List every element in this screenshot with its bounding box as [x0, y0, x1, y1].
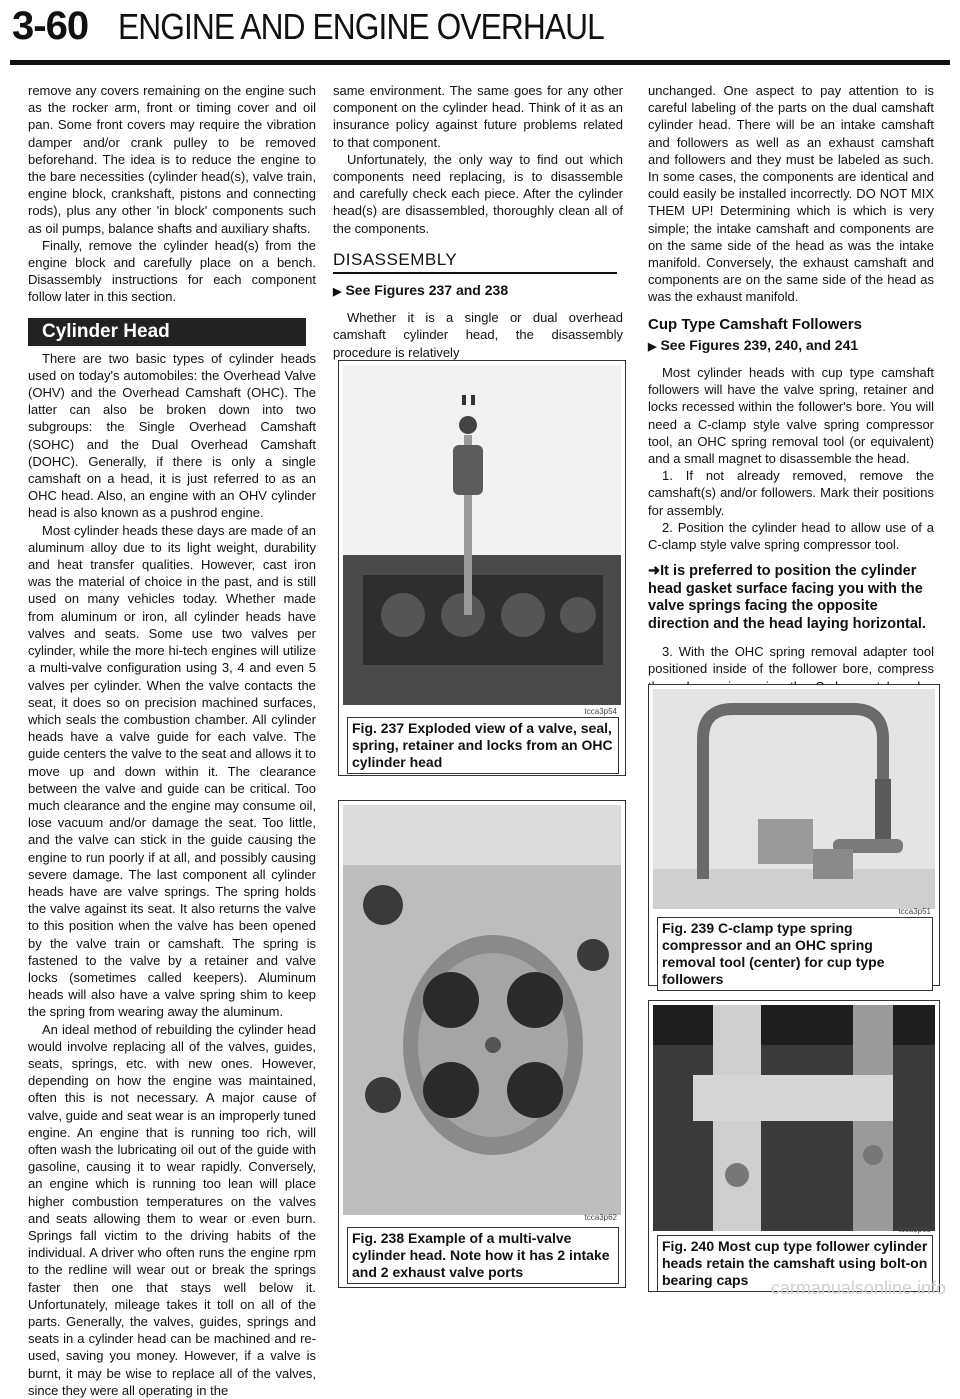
spring-compressor-photo [653, 689, 935, 909]
paragraph: Most cylinder heads with cup type camshaft followers will have the valve spring, retainer and locks recessed within the follower's bore. You will need a C-clamp style valve spring compressor tool, an OHC spring removal tool (or equivalent) and a small magnet to disassemble the head. [648, 365, 934, 467]
header-rule [10, 60, 950, 65]
figure-code: tcca3p54 [584, 707, 617, 716]
figure-code: tcca3p63 [898, 1225, 931, 1234]
paragraph: unchanged. One aspect to pay attention to is careful labeling of the parts on the dual camshaft cylinder head. There will be an intake camshaft and followers as well as an exhaust camshaft and followers and they must be labeled as such. In some cases, the components are identical and could easily be installed incorrectly. DO NOT MIX THEM UP! Determining which is which is very simple; the intake camshaft and components are on the same side of the head as was the intake manifold. Conversely, the exhaust camshaft and components are on the same side of the head as was the exhaust manifold. [648, 83, 934, 305]
figure-238 [338, 800, 626, 1288]
bearing-caps-photo [653, 1005, 935, 1231]
subheading-cup-type: Cup Type Camshaft Followers [648, 315, 862, 333]
see-figures-ref [333, 282, 623, 301]
paragraph: Unfortunately, the only way to find out which components need replacing, is to disassemble and carefully check each piece. After the cylinder head(s) are disassembled, thoroughly clean all of the components. [333, 151, 623, 236]
figure-240 [648, 1000, 940, 1292]
figure-caption: Fig. 240 Most cup type follower cylinder heads retain the camshaft using bolt-on bearing caps [657, 1235, 933, 1292]
paragraph: There are two basic types of cylinder heads used on today's automobiles: the Overhead Valve (OHV) and the Overhead Camshaft (OHC). The latter can also be broken down into two subgroups: the Single Overhead Camshaft (SOHC) and the Dual Overhead Camshaft (DOHC). Generally, if there is only a single camshaft on a head, it is just referred to as an OHC head. Also, an engine with an OHV cylinder head is also known as a pushrod engine. [28, 350, 316, 521]
paragraph: Most cylinder heads these days are made of an aluminum alloy due to its light weight, durability and heat transfer qualities. However, cast iron was the material of choice in the past, and is still used on many vehicles today. Whether made from aluminum or iron, all cylinder heads have valves and seats. Some use two valves per cylinder, while the more hi-tech engines will utilize a multi-valve configuration using 3, 4 and even 5 valves per cylinder. When the valve contacts the seat, it does so on precision machined surfaces, which seals the combustion chamber. All cylinder heads have a valve guide for each valve. The guide centers the valve to the seat and allows it to move up and down within it. The clearance between the valve and guide can be critical. Too much clearance and the engine may consume oil, lose vacuum and/or damage the seat. Too little, and the valve can stick in the guide causing the engine to run poorly if at all, and possibly causing severe damage. The last component all cylinder heads have are valve springs. The spring holds the valve against its seat. It also returns the valve to this position when the valve has been opened by the valve train or camshaft. The spring is fastened to the valve by a retainer and valve locks (sometimes called keepers). Aluminum heads will also have a valve spring shim to keep the spring from wearing away the aluminum. [28, 522, 316, 1020]
arrow-icon: ▶ [333, 286, 342, 299]
figure-caption: Fig. 238 Example of a multi-valve cylinder head. Note how it has 2 intake and 2 exhaust valve ports [347, 1227, 619, 1284]
note-arrow-icon: ➜ [648, 563, 661, 580]
page-title: ENGINE AND ENGINE OVERHAUL [118, 6, 604, 47]
step-2: 2. Position the cylinder head to allow use of a C-clamp style valve spring compressor tool. [648, 519, 934, 553]
figure-code: tcca3p51 [898, 907, 931, 916]
section-heading-disassembly: DISASSEMBLY [333, 249, 458, 269]
valve-assembly-photo [343, 365, 621, 705]
figure-239 [648, 684, 940, 986]
see-figures-text: See Figures 237 and 238 [345, 282, 509, 299]
paragraph: remove any covers remaining on the engine such as the rocker arm, front or timing cover and oil pan. Some front covers may require the vibration damper and/or crank pulley to be removed beforehand. The idea is to reduce the engine to the bare necessities (cylinder head(s), valve train, engine block, crankshaft, pistons and connecting rods), plus any other 'in block' components such as oil pumps, balance shafts and auxiliary shafts. [28, 83, 316, 236]
note-text: It is preferred to position the cylinder head gasket surface facing you with the valve springs facing the opposite direction and the head laying horizontal. [648, 563, 926, 632]
see-figures-ref [648, 337, 934, 356]
paragraph: same environment. The same goes for any other component on the cylinder head. Think of it as an insurance policy against future problems related to that component. [333, 83, 623, 150]
note [648, 563, 934, 633]
text-column-3 [648, 82, 934, 712]
spring-compressor-illustration [653, 689, 935, 909]
multi-valve-head-illustration [343, 805, 621, 1215]
multi-valve-head-photo [343, 805, 621, 1215]
figure-caption: Fig. 237 Exploded view of a valve, seal, spring, retainer and locks from an OHC cylinder head [347, 717, 619, 774]
text-column-2 [333, 82, 623, 361]
figure-caption: Fig. 239 C-clamp type spring compressor and an OHC spring removal tool (center) for cup type followers [657, 917, 933, 991]
page-header [10, 4, 950, 52]
page-number: 3-60 [12, 4, 89, 48]
section-rule [333, 272, 617, 274]
section-banner-cylinder-head: Cylinder Head [28, 318, 306, 346]
paragraph: An ideal method of rebuilding the cylinder head would involve replacing all of the valves, guides, seats, springs, etc. with new ones. However, depending on how the engine was maintained, often this is not necessary. A major cause of valve, guide and seat wear is an improperly tuned engine. An engine that is running too rich, will often wash the lubricating oil out of the guide with gasoline, causing it to wear rapidly. Conversely, an engine which is running too lean will place higher combustion temperatures on the valves and seats allowing them to wear or even burn. Springs fall victim to the driving habits of the individual. A driver who often runs the engine rpm to the redline will wear out or break the springs faster then one that stays well below it. Unfortunately, mileage takes it toll on all of the parts. Generally, the valves, guides, springs and seats in a cylinder head can be machined and re-used, saving you money. However, if a valve is burnt, it may be wise to replace all of the valves, since they were all operating in the [28, 1021, 316, 1398]
text-column-1 [28, 82, 316, 1399]
step-3: 3. With the OHC spring removal adapter tool positioned inside of the follower bore, compress [648, 644, 934, 677]
watermark: carmanualsonline.info [770, 1278, 946, 1298]
step-1: 1. If not already removed, remove the camshaft(s) and/or followers. Mark their positions for assembly. [648, 468, 934, 518]
paragraph: Finally, remove the cylinder head(s) from the engine block and carefully place on a bench. Disassembly instructions for each component follow later in this section. [28, 237, 316, 305]
arrow-icon: ▶ [648, 340, 657, 353]
bearing-caps-illustration [653, 1005, 935, 1231]
figure-237 [338, 360, 626, 776]
figure-code: tcca3p62 [584, 1213, 617, 1222]
see-figures-text: See Figures 239, 240, and 241 [660, 336, 859, 353]
paragraph: Whether it is a single or dual overhead camshaft cylinder head, the disassembly procedure is relatively [333, 310, 623, 360]
valve-assembly-illustration [343, 365, 621, 705]
